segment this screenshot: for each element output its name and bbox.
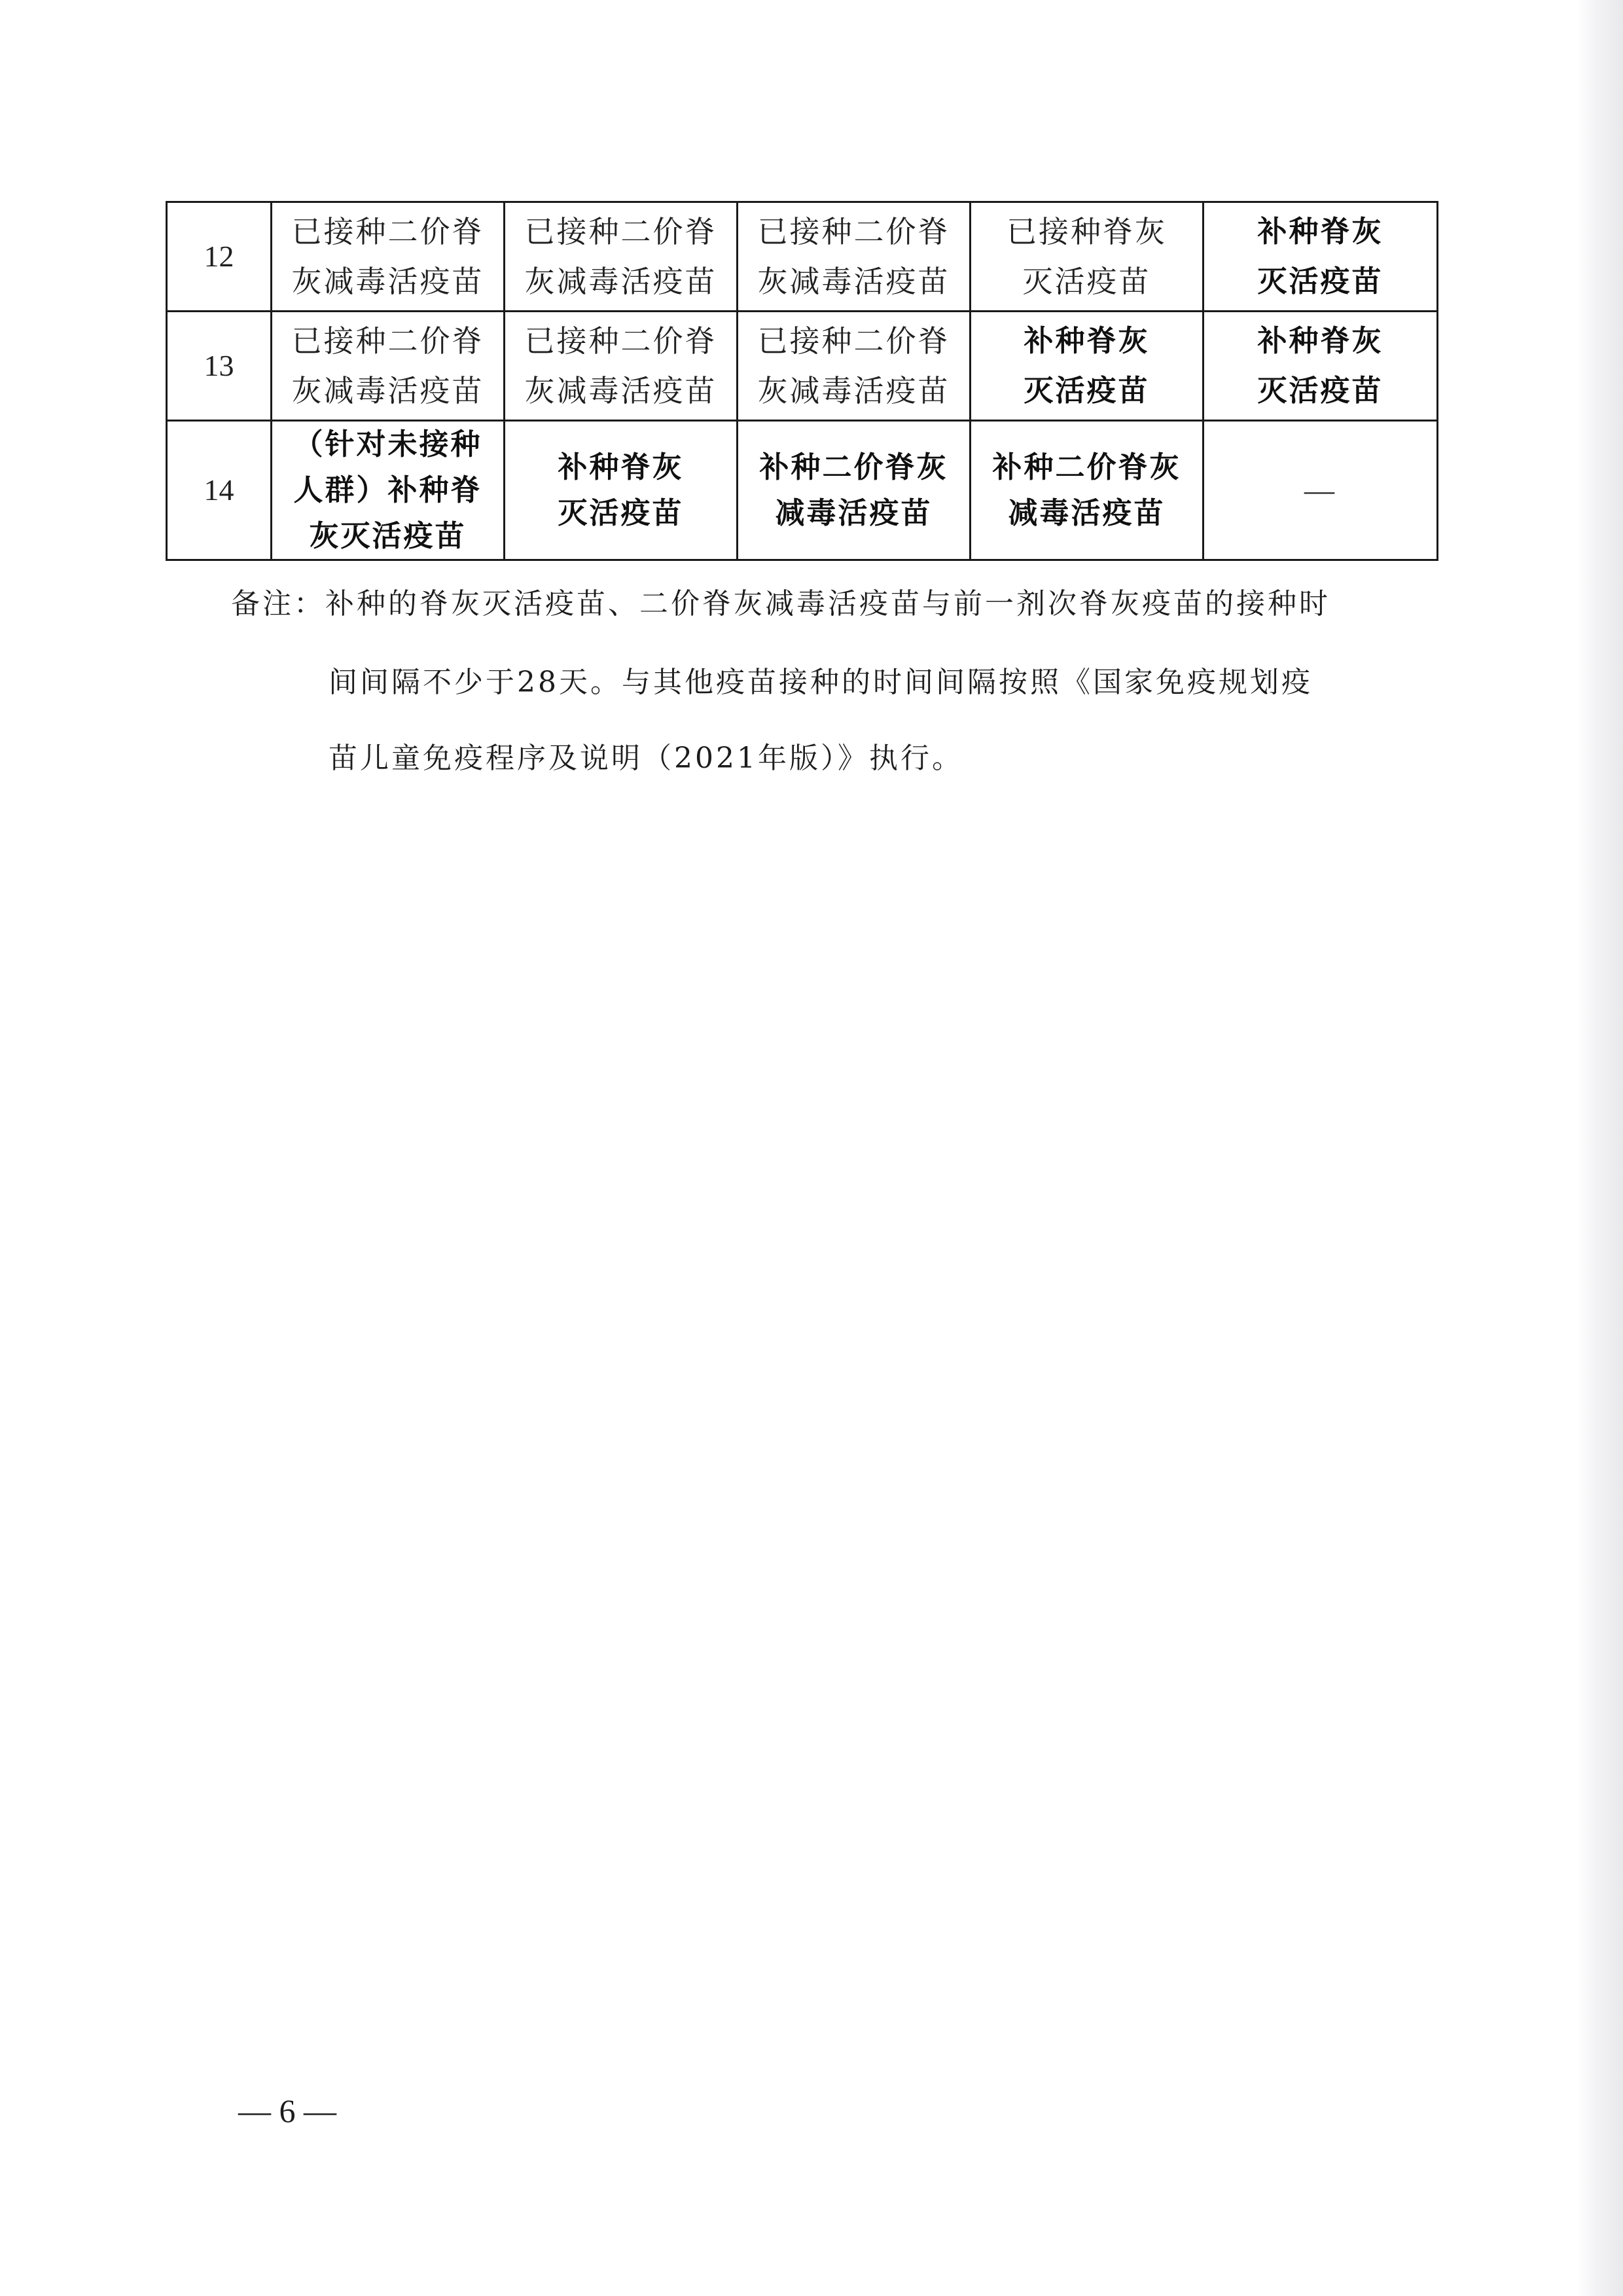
cell-text-line: 灰灭活疫苗	[309, 518, 467, 553]
cell-text-line: 已接种二价脊	[757, 323, 950, 359]
cell-text-line: 灭活疫苗	[1257, 373, 1383, 408]
cell-text-line: 补种脊灰	[1257, 214, 1383, 249]
table-row	[167, 312, 1438, 421]
note-line-3: 苗儿童免疫程序及说明（2021年版）》执行。	[329, 742, 963, 775]
row-number-cell: 14	[167, 421, 272, 560]
scan-edge-shadow	[1577, 0, 1623, 2296]
cell-text-line: 补种二价脊灰	[992, 450, 1181, 484]
table-cell	[1204, 421, 1438, 560]
table-cell	[272, 202, 505, 312]
cell-text-line: 灰减毒活疫苗	[757, 373, 950, 408]
cell-text-line: 补种二价脊灰	[759, 450, 948, 484]
table-cell	[505, 202, 738, 312]
cell-text-line: 补种脊灰	[1024, 323, 1150, 358]
table-cell	[272, 421, 505, 560]
row-number-cell: 13	[167, 312, 272, 421]
cell-text-line: 已接种二价脊	[524, 323, 717, 359]
cell-text-line: 灰减毒活疫苗	[291, 264, 484, 299]
table-cell	[971, 421, 1204, 560]
table-cell	[738, 312, 971, 421]
cell-text-line: 灭活疫苗	[1257, 264, 1383, 298]
cell-text-line: 灰减毒活疫苗	[757, 264, 950, 299]
cell-text-line: 已接种二价脊	[291, 214, 484, 249]
note-line-1: 备注：补种的脊灰灭活疫苗、二价脊灰减毒活疫苗与前一剂次脊灰疫苗的接种时	[231, 587, 1330, 620]
cell-text-line: 人群）补种脊	[293, 473, 482, 507]
cell-text-line: 已接种脊灰	[1007, 214, 1167, 249]
table-cell	[971, 312, 1204, 421]
table-row	[167, 421, 1438, 560]
table-cell	[971, 202, 1204, 312]
cell-text-line: （针对未接种	[293, 427, 482, 461]
cell-text-line: 灭活疫苗	[1024, 373, 1150, 408]
cell-text-line: 灭活疫苗	[558, 495, 684, 530]
table-cell	[505, 312, 738, 421]
table-cell	[738, 202, 971, 312]
table-cell	[1204, 202, 1438, 312]
table-cell	[738, 421, 971, 560]
page-number: — 6 —	[238, 2092, 336, 2129]
cell-text-line: 已接种二价脊	[291, 323, 484, 359]
cell-text-line: 减毒活疫苗	[1008, 495, 1166, 530]
cell-text-line: 已接种二价脊	[757, 214, 950, 249]
table-cell	[1204, 312, 1438, 421]
cell-text-line: 补种脊灰	[558, 450, 684, 484]
cell-text-line: 减毒活疫苗	[775, 495, 933, 530]
table-row	[167, 202, 1438, 312]
table-cell	[505, 421, 738, 560]
cell-text-line: 灰减毒活疫苗	[291, 373, 484, 408]
cell-text-line: 补种脊灰	[1257, 323, 1383, 358]
vaccination-schedule-table	[166, 201, 1438, 561]
table-cell	[272, 312, 505, 421]
row-number-cell: 12	[167, 202, 272, 312]
cell-text-line: 灰减毒活疫苗	[524, 264, 717, 299]
cell-text-line: 已接种二价脊	[524, 214, 717, 249]
cell-text-line: —	[1304, 473, 1336, 507]
note-line-2: 间间隔不少于28天。与其他疫苗接种的时间间隔按照《国家免疫规划疫	[329, 666, 1313, 699]
cell-text-line: 灭活疫苗	[1022, 264, 1151, 299]
cell-text-line: 灰减毒活疫苗	[524, 373, 717, 408]
